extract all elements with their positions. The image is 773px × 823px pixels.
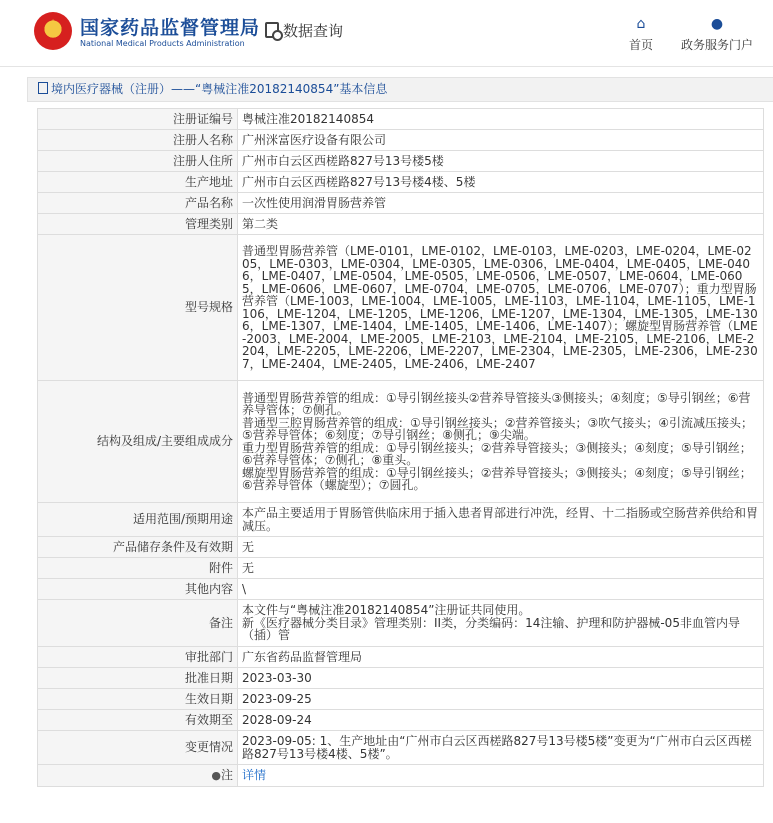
document-search-icon (265, 22, 279, 38)
home-icon: ⌂ (636, 16, 646, 32)
field-value: 2028-09-24 (238, 710, 764, 731)
field-label: 注册人名称 (38, 130, 238, 151)
field-value: 本产品主要适用于胃肠管供临床用于插入患者胃部进行冲洗，经胃、十二指肠或空肠营养供给和胃减压。 (238, 503, 764, 537)
field-value: 无 (238, 537, 764, 558)
nav-home-label: 首页 (628, 38, 653, 52)
field-value: \ (238, 579, 764, 600)
site-header (0, 0, 773, 67)
field-value: 广东省药品监督管理局 (238, 647, 764, 668)
table-row (38, 689, 764, 710)
field-value: 普通型胃肠营养管（LME-0101，LME-0102，LME-0103，LME-0203，LME-0204，LME-0205，LME-0303，LME-0304，LME-0305，LME-0306，LME-0404，LME-0405，LME-0406，LME-0407，LME-0504，LME-0505，LME-0506，LME-0507，LME-0604，LME-0605，LME-0606，LME-0607，LME-0704，LME-0705，LME-0706，LME-0707）；重力型胃肠营养管（LME-1003，LME-1004，LME-1005，LME-1103，LME-1104，LME-1105，LME-1106，LME-1204，LME-1205，LME-1206，LME-1207，LME-1304，LME-1305，LME-1306，LME-1307，LME-1404，LME-1405，LME-1406，LME-1407）；螺旋型胃肠营养管（LME-2003，LME-2004，LME-2005，LME-2103，LME-2104，LME-2105，LME-2106，LME-2204，LME-2205，LME-2206，LME-2207，LME-2304，LME-2305，LME-2306，LME-2307，LME-2404，LME-2405，LME-2406，LME-2407 (238, 235, 764, 381)
nav-portal-label: 政务服务门户 (680, 38, 753, 52)
field-value: 普通型胃肠营养管的组成：①导引钢丝接头②营养导管接头③侧接头；④刻度；⑤导引钢丝；⑥营养导管体；⑦侧孔。 普通型三腔胃肠营养管的组成：①导引钢丝接头；②营养管接头；③吹气接头；④引流减压接头；⑤营养导管体；⑥刻度；⑦导引钢丝；⑧侧孔；⑨尖端。 重力型胃肠营养管的组成：①导引钢丝接头；②营养导管接头；③侧接头；④刻度；⑤导引钢丝；⑥营养导管体；⑦侧孔；⑧重头。 螺旋型胃肠营养管的组成：①导引钢丝接头；②营养导管接头；③侧接头；④刻度；⑤导引钢丝；⑥营养导管体（螺旋型）；⑦圆孔。 (238, 381, 764, 503)
breadcrumb (27, 77, 773, 102)
field-value: 广州市白云区西槎路827号13号楼4楼、5楼 (238, 172, 764, 193)
table-row (38, 668, 764, 689)
org-name-en: National Medical Products Administration (80, 39, 245, 48)
table-row (38, 172, 764, 193)
details-link[interactable]: 详情 (242, 768, 267, 783)
table-row (38, 503, 764, 537)
field-label: 审批部门 (38, 647, 238, 668)
field-label: 变更情况 (38, 731, 238, 765)
field-value: 本文件与“粤械注准20182140854”注册证共同使用。 新《医疗器械分类目录》管理类别：II类，分类编码：14注输、护理和防护器械-05非血管内导（插）管 (238, 600, 764, 647)
table-row (38, 558, 764, 579)
lightbulb-icon: ● (211, 768, 221, 782)
national-emblem-icon: ★ (34, 12, 72, 50)
field-label: 型号规格 (38, 235, 238, 381)
table-row (38, 537, 764, 558)
field-value: 2023-03-30 (238, 668, 764, 689)
field-label: 其他内容 (38, 579, 238, 600)
field-value: 第二类 (238, 214, 764, 235)
field-label: 附件 (38, 558, 238, 579)
field-label: 备注 (38, 600, 238, 647)
table-row (38, 130, 764, 151)
table-row (38, 731, 764, 765)
table-row (38, 381, 764, 503)
table-row (38, 579, 764, 600)
field-label: 有效期至 (38, 710, 238, 731)
org-name-cn: 国家药品监督管理局 (80, 17, 261, 39)
field-value: 广州市白云区西槎路827号13号楼5楼 (238, 151, 764, 172)
note-label: 注 (220, 767, 233, 782)
table-row (38, 765, 764, 787)
field-label: 生产地址 (38, 172, 238, 193)
field-label: 管理类别 (38, 214, 238, 235)
field-label: 批准日期 (38, 668, 238, 689)
field-value: 粤械注准20182140854 (238, 109, 764, 130)
data-query-link[interactable] (265, 20, 343, 41)
field-value: 2023-09-25 (238, 689, 764, 710)
field-label: 适用范围/预期用途 (38, 503, 238, 537)
table-row (38, 235, 764, 381)
table-row (38, 710, 764, 731)
field-label: 注册证编号 (38, 109, 238, 130)
user-icon: ● (710, 16, 724, 32)
table-row (38, 109, 764, 130)
table-row (38, 151, 764, 172)
info-table (37, 108, 764, 787)
table-row (38, 600, 764, 647)
field-label: 注册人住所 (38, 151, 238, 172)
field-label: 生效日期 (38, 689, 238, 710)
breadcrumb-text: 境内医疗器械（注册）——“粤械注准20182140854”基本信息 (51, 82, 388, 96)
table-row (38, 193, 764, 214)
document-icon (38, 82, 48, 94)
data-query-label: 数据查询 (283, 22, 344, 40)
note-value-cell (238, 765, 764, 787)
field-label: 产品储存条件及有效期 (38, 537, 238, 558)
field-label: 结构及组成/主要组成成分 (38, 381, 238, 503)
field-value: 广州洣富医疗设备有限公司 (238, 130, 764, 151)
field-value: 2023-09-05: 1、生产地址由“广州市白云区西槎路827号13号楼5楼”变更为“广州市白云区西槎路827号13号楼4楼、5楼”。 (238, 731, 764, 765)
note-label-cell (38, 765, 238, 787)
table-row (38, 647, 764, 668)
table-row (38, 214, 764, 235)
field-value: 无 (238, 558, 764, 579)
nav-home[interactable] (627, 16, 655, 53)
field-value: 一次性使用润滑胃肠营养管 (238, 193, 764, 214)
nav-service-portal[interactable] (680, 16, 754, 53)
field-label: 产品名称 (38, 193, 238, 214)
